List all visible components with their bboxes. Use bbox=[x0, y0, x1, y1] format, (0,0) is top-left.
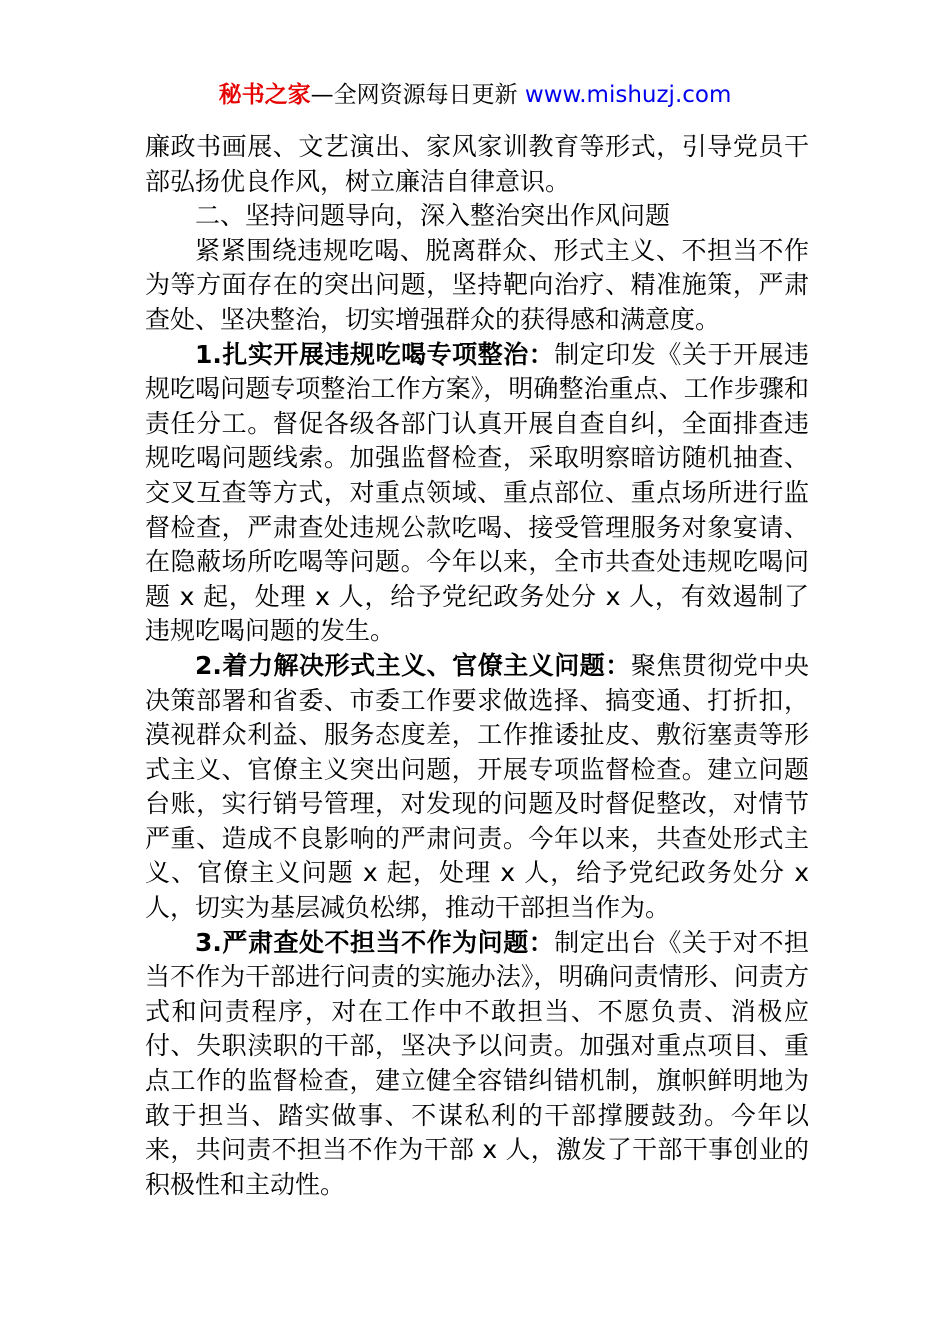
item-1-paragraph bbox=[145, 338, 809, 649]
item-2-paragraph bbox=[145, 649, 809, 926]
intro-paragraph: 紧紧围绕违规吃喝、脱离群众、形式主义、不担当不作为等方面存在的突出问题，坚持靶向治疗、精准施策，严肃查处、坚决整治，切实增强群众的获得感和满意度。 bbox=[145, 235, 809, 334]
item-2-text: 聚焦贯彻党中央决策部署和省委、市委工作要求做选择、搞变通、打折扣，漠视群众利益、服务态度差，工作推诿扯皮、敷衍塞责等形式主义、官僚主义突出问题，开展专项监督检查。建立问题台账，实行销号管理，对发现的问题及时督促整改，对情节严重、造成不良影响的严肃问责。今年以来，共查处形式主义、官僚主义问题 x 起，处理 x 人，给予党纪政务处分 x 人，切实为基层减负松绑，推动干部担当作为。 bbox=[145, 650, 809, 923]
continued-paragraph: 廉政书画展、文艺演出、家风家训教育等形式，引导党员干部弘扬优良作风，树立廉洁自律意识。 bbox=[145, 132, 809, 196]
item-1-heading: 1.扎实开展违规吃喝专项整治： bbox=[195, 339, 555, 369]
item-3-heading: 3.严肃查处不担当不作为问题： bbox=[195, 927, 555, 957]
item-3-paragraph bbox=[145, 926, 809, 1203]
site-header bbox=[0, 78, 950, 112]
document-body bbox=[145, 130, 809, 1202]
section-heading: 二、坚持问题导向，深入整治突出作风问题 bbox=[195, 201, 671, 231]
item-1-text: 制定印发《关于开展违规吃喝问题专项整治工作方案》，明确整治重点、工作步骤和责任分工。督促各级各部门认真开展自查自纠，全面排查违规吃喝问题线索。加强监督检查，采取明察暗访随机抽查、交叉互查等方式，对重点领域、重点部位、重点场所进行监督检查，严肃查处违规公款吃喝、接受管理服务对象宴请、在隐蔽场所吃喝等问题。今年以来，全市共查处违规吃喝问题 x 起，处理 x 人，给予党纪政务处分 x 人，有效遏制了违规吃喝问题的发生。 bbox=[145, 339, 809, 646]
site-url-link[interactable]: www.mishuzj.com bbox=[524, 82, 732, 108]
brand-name: 秘书之家 bbox=[218, 82, 311, 108]
item-3-text: 制定出台《关于对不担当不作为干部进行问责的实施办法》，明确问责情形、问责方式和问责程序，对在工作中不敢担当、不愿负责、消极应付、失职渎职的干部，坚决予以问责。加强对重点项目、重点工作的监督检查，建立健全容错纠错机制，旗帜鲜明地为敢于担当、踏实做事、不谋私利的干部撑腰鼓劲。今年以来，共问责不担当不作为干部 x 人，激发了干部干事创业的积极性和主动性。 bbox=[145, 927, 809, 1199]
header-tagline: —全网资源每日更新 bbox=[310, 82, 525, 108]
item-2-heading: 2.着力解决形式主义、官僚主义问题： bbox=[195, 650, 631, 680]
